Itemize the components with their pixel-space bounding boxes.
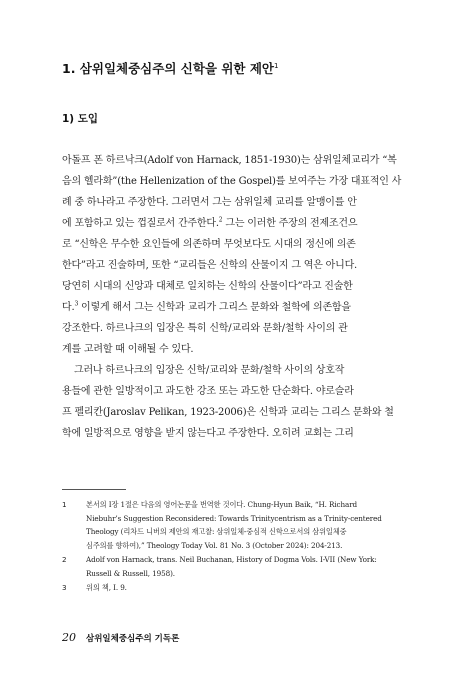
footnote-line: Theology (리차드 니버의 제안의 재고찰: 삼위일체-중심적 신학으로서의 삼위일체중 — [86, 527, 347, 536]
text-line: 음의 헬라화”(the Hellenization of the Gospel)를 보여주는 가장 대표적인 사 — [62, 176, 402, 187]
text-line: 례 중 하나라고 주장한다. 그러면서 그는 삼위일체 교리를 알맹이를 안 — [62, 197, 357, 208]
text-line: 학에 일방적으로 영향을 받지 않는다고 주장한다. 오히려 교회는 그리 — [62, 428, 354, 439]
footnote-ref-1: 1 — [273, 61, 279, 70]
text-line: 한다”라고 진술하며, 또한 “교리들은 신학의 산물이지 그 역은 아니다. — [62, 260, 358, 271]
text-line: 강조한다. 하르나크의 입장은 특히 신학/교리와 문화/철학 사이의 관 — [62, 323, 348, 334]
body-text — [62, 150, 414, 444]
page-footer — [62, 631, 179, 644]
chapter-title — [62, 59, 422, 77]
running-title: 삼위일체중심주의 기독론 — [86, 634, 180, 644]
chapter-title-text: 1. 삼위일체중심주의 신학을 위한 제안 — [62, 61, 274, 76]
footnote-divider — [62, 489, 126, 490]
text-line: 당연히 시대의 신앙과 대체로 일치하는 신학의 산물이다”라고 진술한 — [62, 281, 353, 292]
page-number: 20 — [62, 631, 76, 644]
footnote — [62, 581, 414, 595]
footnotes — [62, 498, 414, 596]
footnote-ref-2: 2 — [218, 216, 223, 224]
text-line: 그러나 하르나크의 입장은 신학/교리와 문화/철학 사이의 상호작 — [74, 365, 345, 376]
footnote-line: 본서의 I장 1절은 다음의 영어논문을 번역한 것이다. Chung-Hyun Baik, “H. Richard — [86, 500, 358, 509]
footnote-line: Russell & Russell, 1958). — [86, 568, 175, 578]
text-line: 로 “신학은 무수한 요인들에 의존하며 무엇보다도 시대의 정신에 의존 — [62, 239, 356, 250]
footnote — [62, 498, 414, 552]
text-line: 프 펠리칸(Jaroslav Pelikan, 1923-2006)은 신학과 교리는 그리스 문화와 철 — [62, 407, 394, 418]
text-line: 다.$^3$ 이렇게 해서 그는 신학과 교리가 그리스 문화와 철학에 의존함을 — [62, 300, 351, 313]
footnote-line: 위의 책, I. 9. — [86, 583, 127, 592]
text-line: 용들에 관한 일방적이고 과도한 강조 또는 과도한 단순화다. 야로슬라 — [62, 386, 354, 397]
footnote-number: 1 — [62, 500, 67, 509]
footnote-line: 심주의를 향하여),” Theology Today Vol. 81 No. 3 (October 2024): 204-213. — [86, 540, 343, 550]
footnote — [62, 553, 414, 580]
footnote-line: Adolf von Harnack, trans. Neil Buchanan, History of Dogma Vols. I-VII (New York: — [86, 555, 377, 564]
text-line: 계를 고려할 때 이해될 수 있다. — [62, 344, 194, 355]
text-line: 아돌프 폰 하르낙크(Adolf von Harnack, 1851-1930)는 삼위일체교리가 “복 — [62, 155, 397, 166]
footnote-number: 3 — [62, 583, 67, 592]
section-heading: 1) 도입 — [62, 113, 99, 125]
footnote-number: 2 — [62, 555, 67, 564]
footnote-line: Niebuhr’s Suggestion Reconsidered: Towards Trinitycentrism as a Trinity-centered — [86, 513, 382, 523]
footnote-ref-3: 3 — [74, 300, 79, 308]
text-line: 에 포함하고 있는 껍질로서 간주한다.$^2$ 그는 이러한 주장의 전제조건으 — [62, 216, 358, 229]
